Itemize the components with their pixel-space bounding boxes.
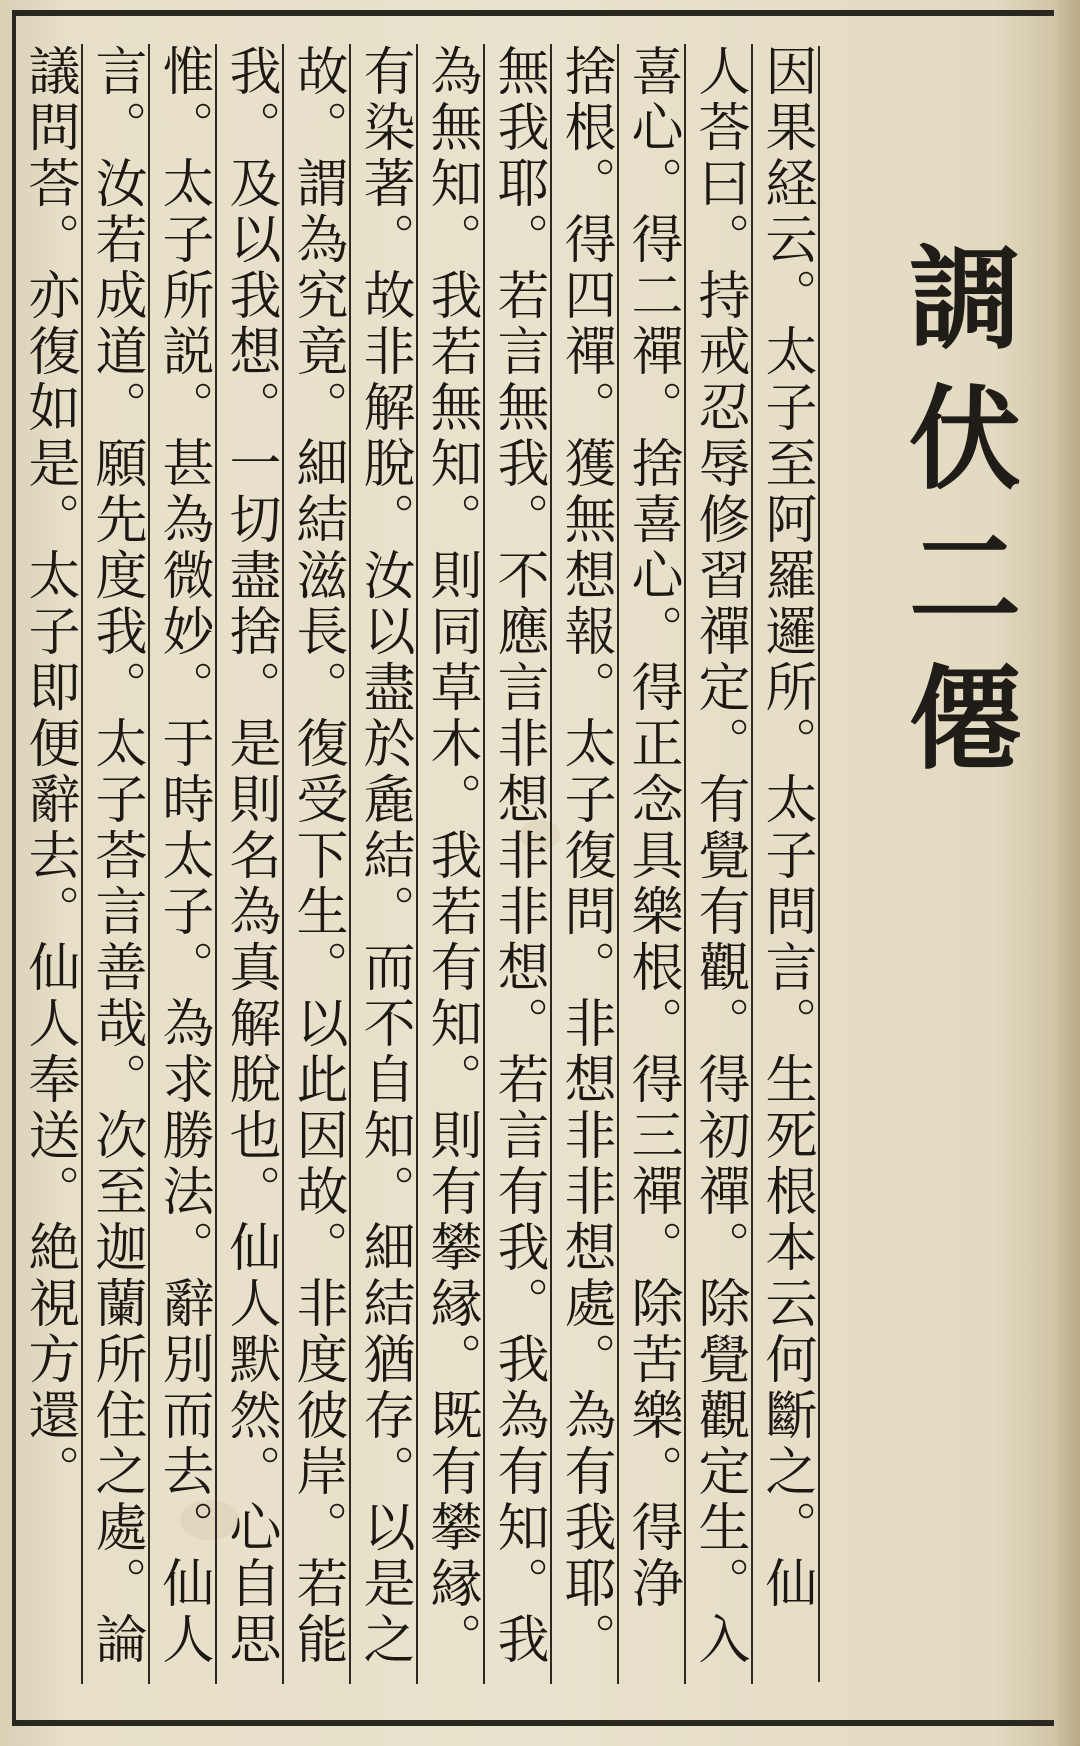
column-text: 喜心。得二禪。捨喜心。得正念具樂根。得三禪。除苦樂。得浄 xyxy=(622,44,682,1612)
column-text: 有染著。故非解脫。汝以盡於麁結。而不自知。細結猶存。以是之 xyxy=(354,44,414,1668)
text-column-8 xyxy=(284,44,350,1684)
column-text: 我。及以我想。一切盡捨。是則名為真解脫也。仙人默然。心自思 xyxy=(220,44,280,1668)
column-text: 為無知。我若無知。則同草木。我若有知。則有攀縁。既有攀縁。 xyxy=(421,44,481,1668)
column-text: 因果経云。太子至阿羅邏所。太子問言。生死根本云何斷之。仙 xyxy=(756,44,816,1612)
text-column-1 xyxy=(753,44,819,1684)
text-column-7 xyxy=(351,44,417,1684)
column-text: 捨根。得四禪。獲無想報。太子復問。非想非非想處。為有我耶。 xyxy=(555,44,615,1668)
page-binding-edge xyxy=(1058,0,1080,1746)
title-char: 調 xyxy=(909,234,1021,365)
chapter-title xyxy=(905,230,1025,830)
title-char: 二 xyxy=(909,514,1021,645)
column-text: 人荅曰。持戒忍辱修習禪定。有覺有觀。得初禪。除覺觀定生。入 xyxy=(689,44,749,1668)
text-column-12 xyxy=(16,44,82,1684)
text-column-3 xyxy=(619,44,685,1684)
text-body xyxy=(20,44,910,1684)
title-char: 伏 xyxy=(909,374,1021,505)
text-column-6 xyxy=(418,44,484,1684)
column-text: 惟。太子所説。甚為微妙。于時太子。為求勝法。辭別而去。仙人 xyxy=(153,44,213,1668)
title-char: 僊 xyxy=(909,654,1021,785)
text-column-5 xyxy=(485,44,551,1684)
text-column-11 xyxy=(83,44,149,1684)
text-column-4 xyxy=(552,44,618,1684)
column-text: 故。謂為究竟。細結滋長。復受下生。以此因故。非度彼岸。若能 xyxy=(287,44,347,1668)
column-text: 議問荅。亦復如是。太子即便辭去。仙人奉送。絶視方還。 xyxy=(19,44,79,1500)
text-column-10 xyxy=(150,44,216,1684)
column-text: 言。汝若成道。願先度我。太子荅言善哉。次至迦蘭所住之處。論 xyxy=(86,44,146,1668)
text-column-9 xyxy=(217,44,283,1684)
text-column-2 xyxy=(686,44,752,1684)
column-text: 無我耶。若言無我。不應言非想非非想。若言有我。我為有知。我 xyxy=(488,44,548,1668)
